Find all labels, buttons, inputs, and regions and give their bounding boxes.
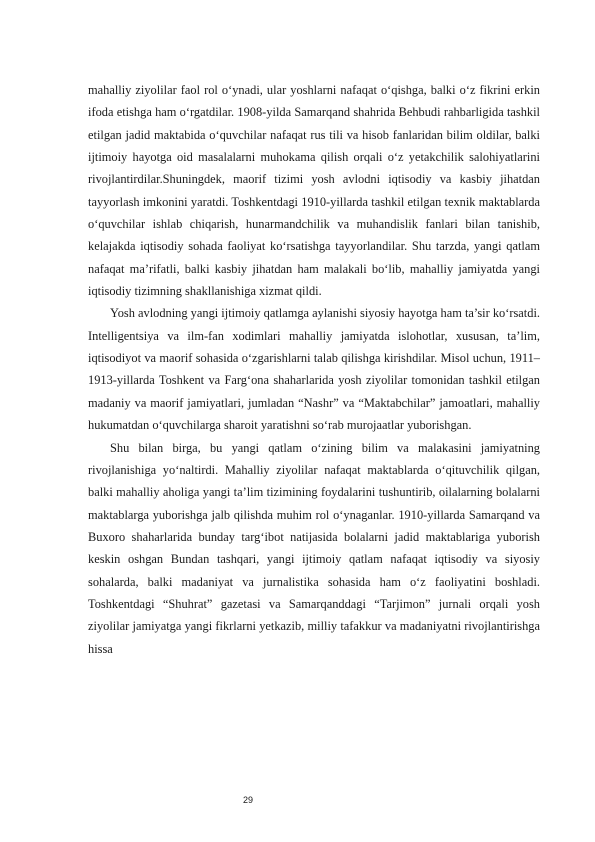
body-text <box>88 79 540 660</box>
paragraph-3: Shu bilan birga, bu yangi qatlam o‘zining bilim va malakasini jamiyatning rivojlanishiga yo‘naltirdi. Mahalliy ziyolilar nafaqat maktablarda o‘qituvchilik qilgan, balki mahalliy aholiga yangi ta’lim tizimining foydalarini tushuntirib, oilalarning bolalarni maktablarga yuborishga jalb qilishda muhim rol o‘ynaganlar. 1910-yillarda Samarqand va Buxoro shaharlarida bunday targ‘ibot natijasida bolalarni jadid maktablariga yuborish keskin oshgan Bundan tashqari, yangi ijtimoiy qatlam nafaqat iqtisodiy va siyosiy sohalarda, balki madaniyat va jurnalistika sohasida ham o‘z faoliyatini boshladi. Toshkentdagi “Shuhrat” gazetasi va Samarqanddagi “Tarjimon” jurnali orqali yosh ziyolilar jamiyatga yangi fikrlarni yetkazib, milliy tafakkur va madaniyatni rivojlantirishga hissa <box>88 440 540 656</box>
page-number: 29 <box>243 795 254 805</box>
paragraph-2: Yosh avlodning yangi ijtimoiy qatlamga aylanishi siyosiy hayotga ham ta’sir ko‘rsatdi. Intelligentsiya va ilm-fan xodimlari mahalliy jamiyatda islohotlar, xususan, ta’lim, iqtisodiyot va maorif sohasida o‘zgarishlarni talab qilishga kirishdilar. Misol uchun, 1911–1913-yillarda Toshkent va Farg‘ona shaharlarida yosh ziyolilar tomonidan tashkil etilgan madaniy va maorif jamiyatlari, jumladan “Nashr” va “Maktabchilar” jamoatlari, mahalliy hukumatdan o‘quvchilarga sharoit yaratishni so‘rab murojaatlar yuborishgan. <box>88 306 540 433</box>
paragraph-1: mahalliy ziyolilar faol rol o‘ynadi, ular yoshlarni nafaqat o‘qishga, balki o‘z fikrini erkin ifoda etishga ham o‘rgatdilar. 1908-yilda Samarqand shahrida Behbudi rahbarligida tashkil etilgan jadid maktabida o‘quvchilar nafaqat rus tili va hisob fanlaridan bilim oldilar, balki ijtimoiy hayotga oid masalalarni muhokama qilish orqali o‘z yetakchilik salohiyatlarini rivojlantirdilar.Shuningdek, maorif tizimi yosh avlodni iqtisodiy va kasbiy jihatdan tayyorlash imkonini yaratdi. Toshkentdagi 1910-yillarda tashkil etilgan texnik maktablarda o‘quvchilar ishlab chiqarish, hunarmandchilik va muhandislik fanlari bilan tanishib, kelajakda iqtisodiy sohada faoliyat ko‘rsatishga tayyorlandilar. Shu tarzda, yangi qatlam nafaqat ma’rifatli, balki kasbiy jihatdan ham malakali bo‘lib, mahalliy jamiyatda yangi iqtisodiy tizimning shakllanishiga xizmat qildi. <box>88 83 540 299</box>
